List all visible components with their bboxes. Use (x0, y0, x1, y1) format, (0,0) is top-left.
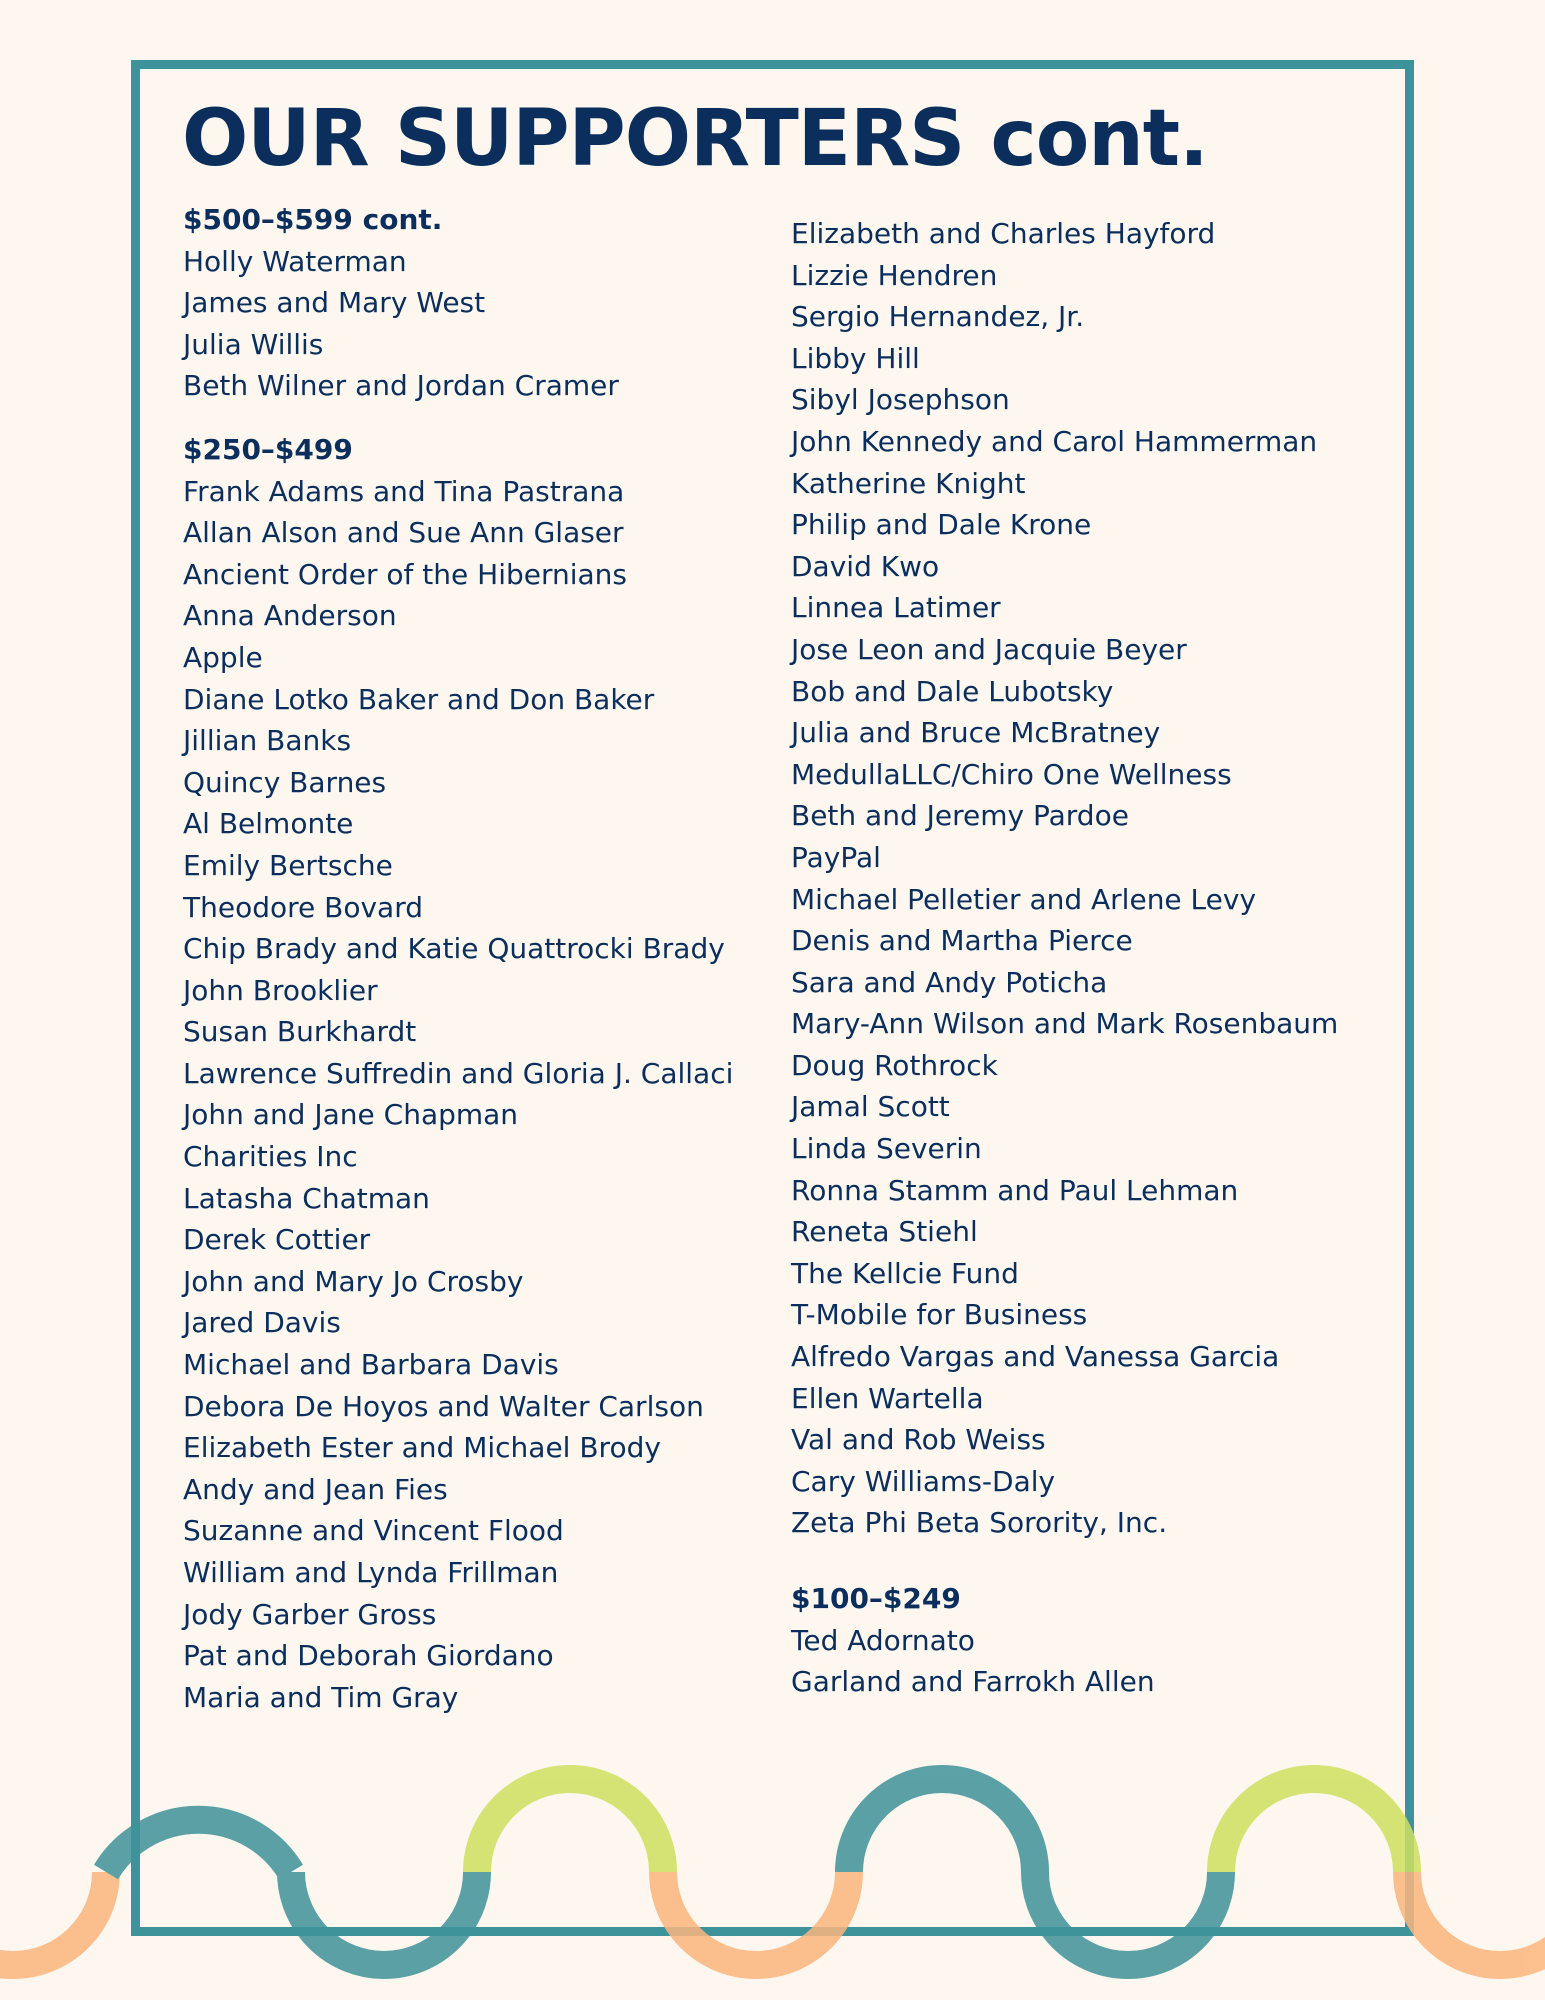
supporter-name: James and Mary West (183, 286, 486, 320)
supporter-name: Pat and Deborah Giordano (183, 1639, 554, 1673)
section-spacer (791, 1544, 1391, 1578)
wave-arc-lime-1 (477, 1779, 663, 1872)
wave-arc-orange-3 (1407, 1872, 1545, 1965)
supporter-name: Andy and Jean Fies (183, 1472, 448, 1506)
supporter-name: Elizabeth Ester and Michael Brody (183, 1431, 661, 1465)
supporter-name: Julia and Bruce McBratney (791, 716, 1161, 750)
section-spacer (183, 407, 783, 429)
wave-arc-teal-3 (291, 1872, 477, 1965)
supporter-name: Ancient Order of the Hibernians (183, 557, 628, 591)
section-heading-500-599: $500–$599 cont. (183, 203, 443, 236)
supporter-name: Al Belmonte (183, 807, 354, 841)
supporter-name: Cary Williams-Daly (791, 1464, 1056, 1498)
supporter-name: John and Mary Jo Crosby (183, 1264, 524, 1298)
supporter-name: Zeta Phi Beta Sorority, Inc. (791, 1506, 1168, 1540)
supporter-name: Derek Cottier (183, 1223, 371, 1257)
supporter-name: Katherine Knight (791, 466, 1026, 500)
supporter-name: Beth and Jeremy Pardoe (791, 799, 1129, 833)
supporter-name: Sara and Andy Poticha (791, 965, 1108, 999)
supporter-name: T-Mobile for Business (791, 1298, 1088, 1332)
supporter-name: Jody Garber Gross (183, 1597, 437, 1631)
supporter-name: Sergio Hernandez, Jr. (791, 300, 1085, 334)
supporter-name: Latasha Chatman (183, 1181, 430, 1215)
supporter-name: Alfredo Vargas and Vanessa Garcia (791, 1340, 1280, 1374)
supporter-name: Elizabeth and Charles Hayford (791, 217, 1216, 250)
page-title: OUR SUPPORTERS cont. (182, 94, 1208, 184)
supporter-name: Denis and Martha Pierce (791, 924, 1133, 958)
supporter-name: William and Lynda Frillman (183, 1556, 559, 1589)
supporter-name: Sibyl Josephson (791, 383, 1010, 417)
section-heading-100-249: $100–$249 (791, 1582, 961, 1615)
supporter-name: Apple (183, 640, 263, 674)
supporter-list-100-249 (791, 1620, 1391, 1703)
right-column (791, 213, 1391, 1703)
supporter-name: Lizzie Hendren (791, 258, 998, 292)
supporter-name: Philip and Dale Krone (791, 508, 1092, 542)
supporter-name: Ted Adornato (791, 1623, 975, 1657)
supporter-name: Holly Waterman (183, 244, 407, 278)
supporter-name: John and Jane Chapman (183, 1098, 519, 1132)
supporter-list-500-599 (183, 241, 783, 407)
supporter-name: Linnea Latimer (791, 591, 1001, 625)
supporter-name: Debora De Hoyos and Walter Carlson (183, 1389, 704, 1423)
supporter-name: Susan Burkhardt (183, 1015, 417, 1049)
wave-arc-orange-2 (663, 1872, 849, 1965)
supporter-name: Suzanne and Vincent Flood (183, 1514, 564, 1548)
supporter-name: Lawrence Suffredin and Gloria J. Callaci (183, 1056, 734, 1090)
supporter-name: Charities Inc (183, 1140, 358, 1174)
supporter-name: Val and Rob Weiss (791, 1423, 1046, 1457)
supporter-name: John Kennedy and Carol Hammerman (791, 424, 1318, 458)
supporter-name: Michael and Barbara Davis (183, 1348, 559, 1382)
supporter-name: Jose Leon and Jacquie Beyer (791, 632, 1187, 666)
wave-arc-teal-4 (849, 1779, 1035, 1872)
wave-arc-orange-1 (0, 1872, 106, 1965)
wave-arc-teal-2 (106, 1820, 291, 1872)
supporter-name: Libby Hill (791, 341, 920, 375)
supporter-name: Ellen Wartella (791, 1381, 984, 1415)
supporter-name: Bob and Dale Lubotsky (791, 674, 1114, 708)
supporter-name: Jamal Scott (791, 1090, 950, 1124)
supporter-name: Linda Severin (791, 1132, 982, 1166)
supporter-name: Ronna Stamm and Paul Lehman (791, 1173, 1239, 1207)
supporter-name: PayPal (791, 840, 881, 874)
supporter-name: Reneta Stiehl (791, 1215, 978, 1249)
supporter-name: Frank Adams and Tina Pastrana (183, 474, 625, 508)
supporter-name: John Brooklier (183, 973, 378, 1007)
supporter-name: MedullaLLC/Chiro One Wellness (791, 757, 1232, 791)
supporter-name: The Kellcie Fund (791, 1256, 1019, 1290)
decorative-wave-band (0, 1720, 1545, 2000)
supporter-name: Theodore Bovard (183, 890, 423, 924)
supporter-name: Garland and Farrokh Allen (791, 1665, 1155, 1699)
supporter-name: Diane Lotko Baker and Don Baker (183, 682, 655, 716)
supporter-name: Chip Brady and Katie Quattrocki Brady (183, 932, 725, 966)
supporter-name: Quincy Barnes (183, 765, 387, 799)
supporter-list-250-499 (183, 471, 783, 1719)
supporter-name: Allan Alson and Sue Ann Glaser (183, 516, 624, 550)
supporter-name: Jillian Banks (183, 724, 352, 758)
section-heading-250-499: $250–$499 (183, 432, 353, 466)
supporter-name: Mary-Ann Wilson and Mark Rosenbaum (791, 1007, 1339, 1041)
supporter-name: Jared Davis (183, 1306, 341, 1340)
wave-arc-lime-2 (1221, 1779, 1407, 1872)
supporter-list-250-499-continued (791, 213, 1391, 1544)
supporter-name: Beth Wilner and Jordan Cramer (183, 369, 619, 403)
supporter-name: Emily Bertsche (183, 848, 393, 882)
supporter-name: Maria and Tim Gray (183, 1680, 459, 1714)
left-column (183, 199, 783, 1718)
supporter-name: Doug Rothrock (791, 1048, 998, 1082)
wave-arc-teal-5 (1035, 1872, 1221, 1965)
supporter-name: Anna Anderson (183, 599, 397, 633)
supporter-name: David Kwo (791, 549, 940, 583)
supporter-name: Julia Willis (183, 327, 324, 361)
supporter-name: Michael Pelletier and Arlene Levy (791, 882, 1257, 916)
